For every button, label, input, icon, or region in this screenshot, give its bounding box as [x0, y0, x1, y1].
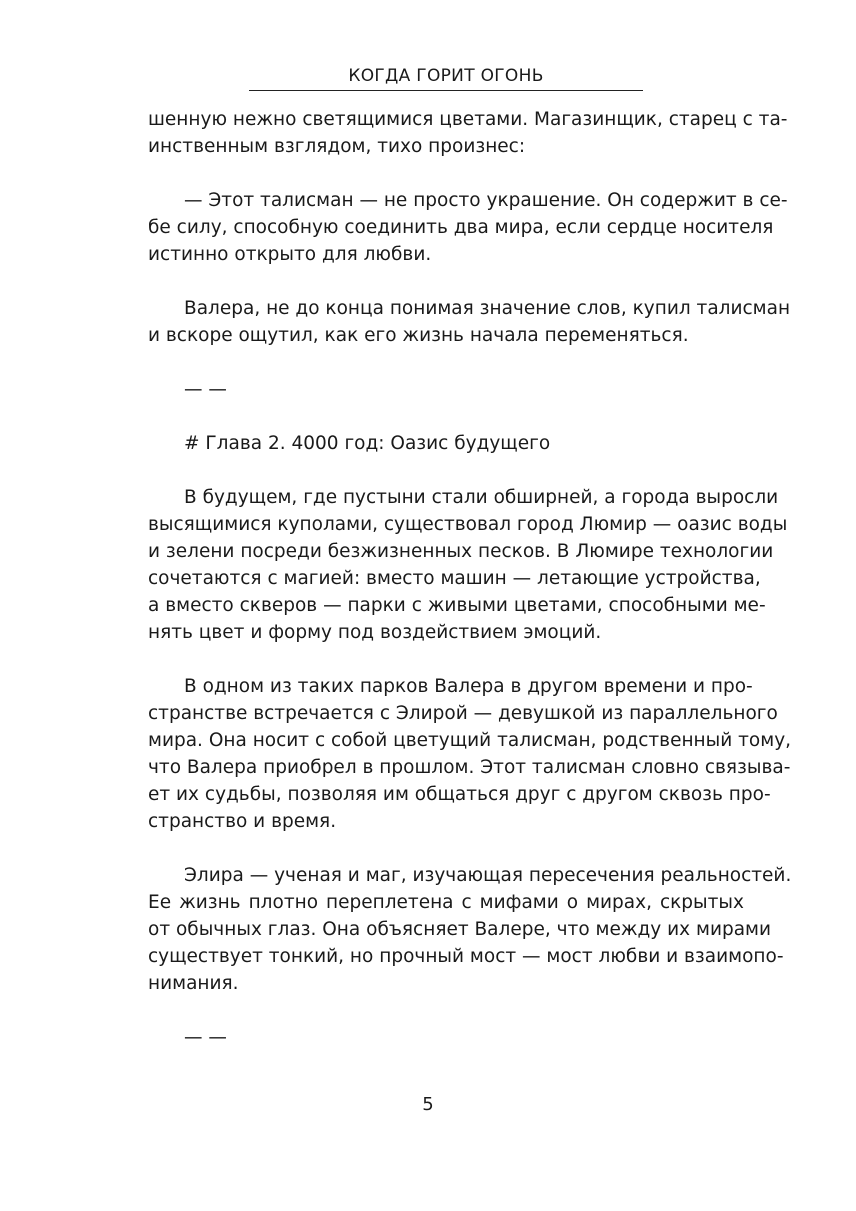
text-line: нимания. — [148, 973, 239, 994]
text-line: ет их судьбы, позволяя им общаться друг с другом сквозь про- — [148, 784, 771, 805]
text-line: В одном из таких парков Валера в другом времени и про- — [184, 676, 753, 697]
text-line: инственным взглядом, тихо произнес: — [148, 136, 526, 157]
paragraph — [148, 673, 792, 835]
running-header: КОГДА ГОРИТ ОГОНЬ — [249, 66, 643, 91]
section-separator — [148, 376, 744, 403]
text-line: мира. Она носит с собой цветущий талисман, родственный тому, — [148, 730, 792, 751]
text-line: Валера, не до конца понимая значение слов, купил талисман — [184, 298, 791, 319]
text-line: высящимися куполами, существовал город Люмир — оазис воды — [148, 514, 788, 535]
text-line: бе силу, способную соединить два мира, если сердце носителя — [148, 217, 774, 238]
paragraph — [148, 295, 791, 349]
paragraph — [148, 862, 792, 997]
paragraph — [148, 106, 788, 160]
paragraph — [148, 187, 788, 268]
text-line: а вместо скверов — парки с живыми цветами, способными ме- — [148, 595, 766, 616]
chapter-heading — [148, 430, 744, 457]
text-line: странстве встречается с Элирой — девушкой из параллельного — [148, 703, 778, 724]
text-line: и зелени посреди безжизненных песков. В Люмире технологии — [148, 541, 774, 562]
text-line: В будущем, где пустыни стали обширней, а города выросли — [184, 487, 779, 508]
text-line: сочетаются с магией: вместо машин — летающие устройства, — [148, 568, 761, 589]
chapter-heading-text: # Глава 2. 4000 год: Оазис будущего — [184, 433, 551, 454]
text-line: странство и время. — [148, 811, 337, 832]
text-line: от обычных глаз. Она объясняет Валере, что между их мирами — [148, 919, 772, 940]
text-line: и вскоре ощутил, как его жизнь начала переменяться. — [148, 325, 689, 346]
text-line: существует тонкий, но прочный мост — мост любви и взаимопо- — [148, 946, 784, 967]
page-body — [148, 106, 792, 1051]
text-line: истинно открыто для любви. — [148, 244, 432, 265]
section-separator — [148, 1024, 744, 1051]
text-line: нять цвет и форму под воздействием эмоций. — [148, 622, 602, 643]
text-line: что Валера приобрел в прошлом. Этот талисман словно связыва- — [148, 757, 791, 778]
text-line: шенную нежно светящимися цветами. Магазинщик, старец с та- — [148, 109, 788, 130]
page-number: 5 — [422, 1094, 434, 1115]
text-line: Ее жизнь плотно переплетена с мифами о мирах, скрытых — [148, 892, 744, 913]
separator-text: — — — [184, 1027, 227, 1048]
paragraph — [148, 484, 788, 646]
separator-text: — — — [184, 379, 227, 400]
text-line: — Этот талисман — не просто украшение. Он содержит в се- — [184, 190, 788, 211]
text-line: Элира — ученая и маг, изучающая пересечения реальностей. — [184, 865, 792, 886]
